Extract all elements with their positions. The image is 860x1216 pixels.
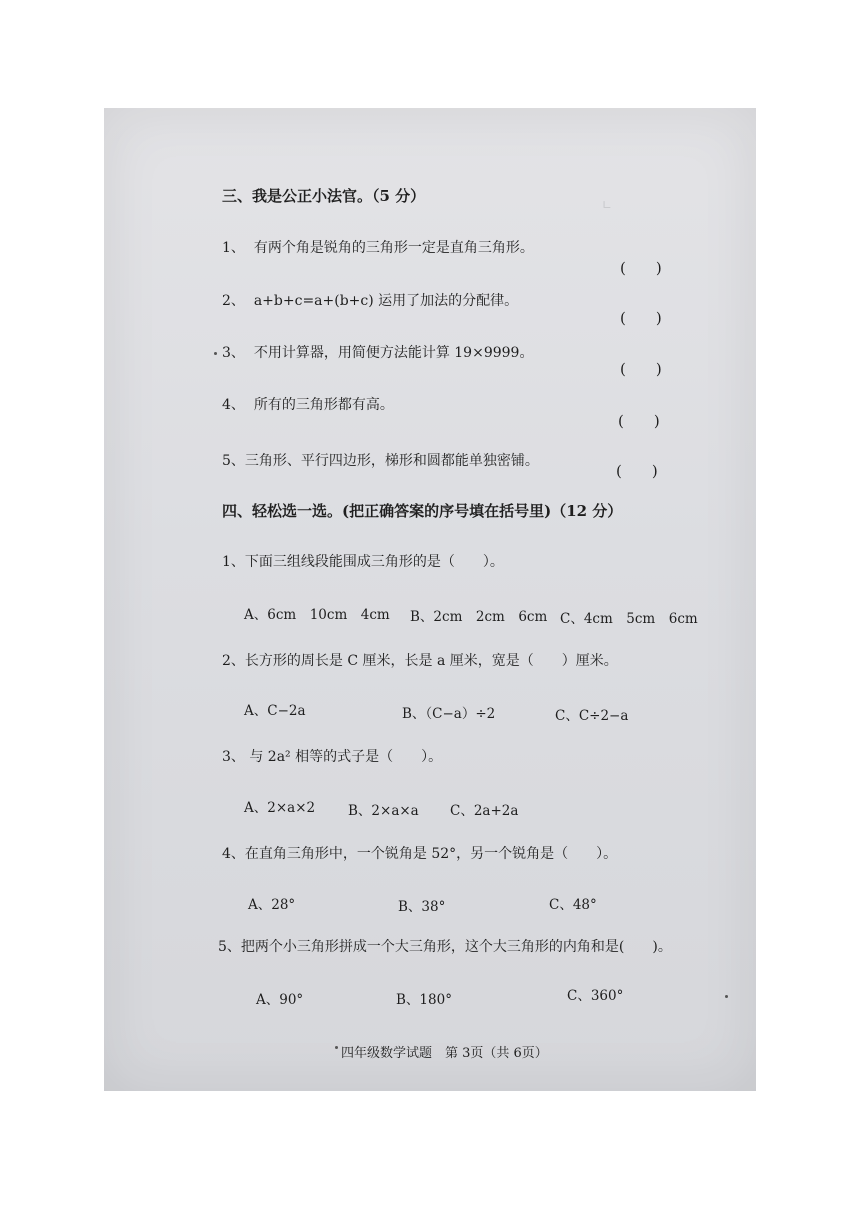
judge-item-1 <box>222 239 534 257</box>
choice-question-3: 3、 与 2a² 相等的式子是（ ）。 <box>222 749 443 765</box>
item-number: 5、 <box>222 453 245 469</box>
option-3a[interactable]: A、2×a×2 <box>244 800 316 816</box>
item-text: 不用计算器，用简便方法能计算 19×9999。 <box>253 345 534 361</box>
option-4a[interactable]: A、28° <box>248 897 296 913</box>
judge-item-4 <box>222 396 394 414</box>
item-number: 4、 <box>222 397 245 413</box>
item-number: 1、 <box>222 240 245 256</box>
answer-paren-3[interactable]: ( ) <box>620 360 662 378</box>
item-text: 有两个角是锐角的三角形一定是直角三角形。 <box>253 240 534 256</box>
option-1b[interactable]: B、2cm 2cm 6cm <box>410 609 548 625</box>
option-3b[interactable]: B、2×a×a <box>348 803 419 819</box>
judge-item-2 <box>222 292 518 310</box>
answer-paren-2[interactable]: ( ) <box>620 309 662 327</box>
speck <box>725 995 728 998</box>
judge-item-3 <box>222 344 533 362</box>
option-1a[interactable]: A、6cm 10cm 4cm <box>244 607 390 623</box>
answer-paren-5[interactable]: ( ) <box>616 462 658 480</box>
option-1c[interactable]: C、4cm 5cm 6cm <box>560 611 698 627</box>
item-text: 所有的三角形都有高。 <box>253 397 394 413</box>
page-footer: 四年级数学试题 第 3页（共 6页） <box>341 1046 548 1061</box>
answer-paren-4[interactable]: ( ) <box>618 412 660 430</box>
option-5a[interactable]: A、90° <box>256 992 304 1008</box>
option-5c[interactable]: C、360° <box>567 988 624 1004</box>
choice-question-5: 5、把两个小三角形拼成一个大三角形，这个大三角形的内角和是( )。 <box>218 939 672 955</box>
choice-question-1: 1、下面三组线段能围成三角形的是（ ）。 <box>222 554 504 570</box>
item-text: a+b+c=a+(b+c) 运用了加法的分配律。 <box>253 293 519 309</box>
answer-paren-1[interactable]: ( ) <box>620 259 662 277</box>
speck <box>335 1046 338 1049</box>
option-4b[interactable]: B、38° <box>398 899 446 915</box>
option-3c[interactable]: C、2a+2a <box>450 803 519 819</box>
choice-question-4: 4、在直角三角形中，一个锐角是 52°，另一个锐角是（ ）。 <box>222 846 618 862</box>
option-2c[interactable]: C、C÷2−a <box>555 708 629 724</box>
judge-item-5 <box>222 452 539 470</box>
speck <box>214 352 217 355</box>
option-2a[interactable]: A、C−2a <box>244 703 306 719</box>
choice-question-2: 2、长方形的周长是 C 厘米，长是 a 厘米，宽是（ ）厘米。 <box>222 653 618 669</box>
item-number: 3、 <box>222 345 245 361</box>
option-5b[interactable]: B、180° <box>396 992 452 1008</box>
item-text: 三角形、平行四边形，梯形和圆都能单独密铺。 <box>244 453 539 469</box>
section4-heading: 四、轻松选一选。(把正确答案的序号填在括号里)（12 分） <box>222 502 623 520</box>
option-4c[interactable]: C、48° <box>549 897 597 913</box>
item-number: 2、 <box>222 293 245 309</box>
bleed-through-text: ∟ <box>602 198 613 212</box>
section3-heading: 三、我是公正小法官。（5 分） <box>222 187 426 205</box>
option-2b[interactable]: B、（C−a）÷2 <box>402 706 496 722</box>
